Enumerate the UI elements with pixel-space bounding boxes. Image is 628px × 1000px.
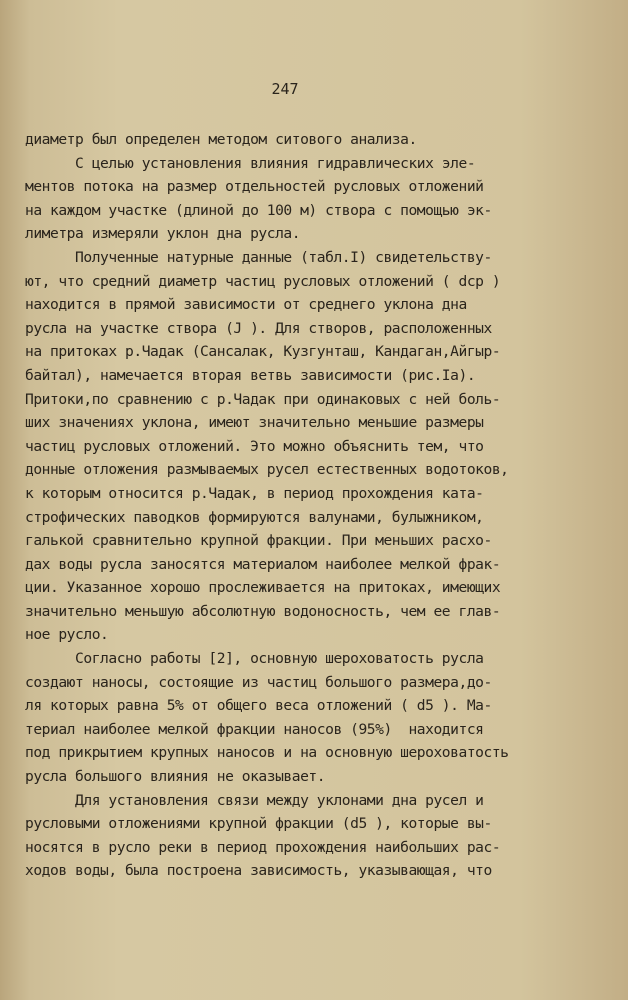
text-line: донные отложения размываемых русел естественных водотоков, xyxy=(25,461,509,479)
text-line: диаметр был определен методом ситового анализа. xyxy=(25,131,417,148)
text-line: ших значениях уклона, имеют значительно меньшие размеры xyxy=(25,414,484,432)
text-line: строфических паводков формируются валунами, булыжником, xyxy=(25,508,484,526)
text-line: ции. Указанное хорошо прослеживается на притоках, имеющих xyxy=(25,579,501,597)
text-line: под прикрытием крупных наносов и на основную шероховатость xyxy=(25,744,509,762)
text-line: Притоки,по сравнению с р.Чадак при одинаковых с ней боль- xyxy=(25,390,501,408)
text-line: ментов потока на размер отдельностей русловых отложений xyxy=(25,178,484,196)
text-line: байтал), намечается вторая ветвь зависимости (рис.Iа). xyxy=(25,366,476,384)
text-line: носятся в русло реки в период прохождения наибольших рас- xyxy=(25,838,501,856)
text-line: ля которых равна 5% от общего веса отложений ( d5 ). Ма- xyxy=(25,697,492,715)
text-line: русла на участке створа (J ). Для створов, расположенных xyxy=(25,319,492,337)
text-line: териал наиболее мелкой фракции наносов (95%) находится xyxy=(25,720,484,738)
text-line: ное русло. xyxy=(25,626,109,644)
text-line: на каждом участке (длиной до 100 м) створа с помощью эк- xyxy=(25,201,492,219)
text-line: Согласно работы [2], основную шероховатость русла xyxy=(25,650,484,668)
page-number: 247 xyxy=(271,80,299,98)
body-text xyxy=(25,128,570,883)
text-line: на притоках р.Чадак (Сансалак, Кузгунташ, Кандаган,Айгыр- xyxy=(25,343,501,361)
text-line: С целью установления влияния гидравлических эле- xyxy=(25,154,476,172)
text-line: Полученные натурные данные (табл.I) свидетельству- xyxy=(25,248,492,266)
text-line: к которым относится р.Чадак, в период прохождения ката- xyxy=(25,484,484,502)
text-line: дах воды русла заносятся материалом наиболее мелкой фрак- xyxy=(25,555,501,573)
text-line: ют, что средний диаметр частиц русловых отложений ( dср ) xyxy=(25,272,501,290)
text-line: находится в прямой зависимости от среднего уклона дна xyxy=(25,296,467,314)
text-line: частиц русловых отложений. Это можно объяснить тем, что xyxy=(25,437,484,455)
text-line: галькой сравнительно крупной фракции. При меньших расхо- xyxy=(25,532,492,550)
text-line: создают наносы, состоящие из частиц большого размера,до- xyxy=(25,673,492,691)
text-line: лиметра измеряли уклон дна русла. xyxy=(25,225,301,243)
text-line: Для установления связи между уклонами дна русел и xyxy=(25,791,484,809)
text-line: русловыми отложениями крупной фракции (d5 ), которые вы- xyxy=(25,815,492,833)
text-line: ходов воды, была построена зависимость, указывающая, что xyxy=(25,862,492,880)
text-line: русла большого влияния не оказывает. xyxy=(25,768,326,786)
text-line: значительно меньшую абсолютную водоносность, чем ее глав- xyxy=(25,602,501,620)
